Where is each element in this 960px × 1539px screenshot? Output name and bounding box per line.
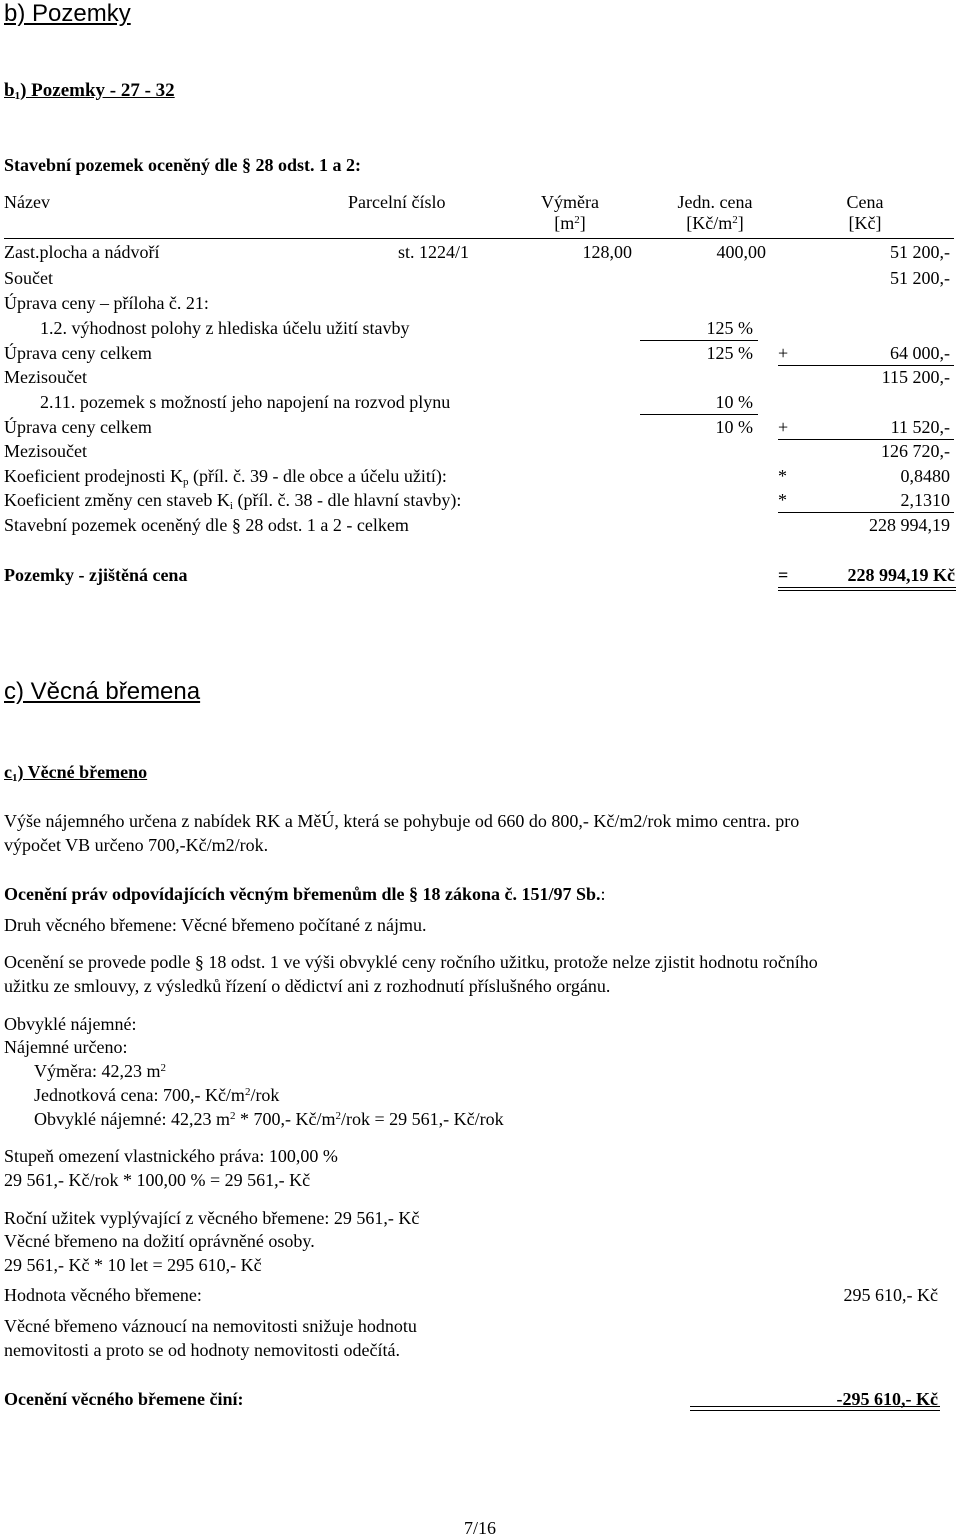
adj2-underline [640,414,758,415]
burden-kind: Druh věcného břemene: Věcné břemeno počítané z nájmu. [4,915,427,935]
sub1-value: 115 200,- [881,367,950,387]
para2-line1: Ocenění se provede podle § 18 odst. 1 ve výši obvyklé ceny ročního užitku, protože nelze zjistit hodnotu ročního [4,952,818,972]
section-c1-heading: $c_1$) Věcné břemeno [4,762,148,784]
yearly-line3: 29 561,- Kč * 10 let = 295 610,- Kč [4,1255,262,1275]
adj2-value: 11 520,- [890,417,950,437]
header-unit-price: Jedn. cena $[Kč/m^2]$ [677,192,753,233]
yearly-line2: Věcné břemeno na dožití oprávněné osoby. [4,1231,315,1251]
para2-line2: užitku ze smlouvy, z výsledků řízení o dědictví ani z rozhodnutí příslušného orgánu. [4,976,611,996]
adj2-pct: 10 % [715,392,753,412]
section-c-title: c) Věcná břemena [4,678,201,705]
rights-heading: Ocenění práv odpovídajících věcným břemenům dle § 18 zákona č. 151/97 Sb.: [4,884,606,904]
row-unit-price: 400,00 [716,242,766,262]
adj1-total-label: Úprava ceny celkem [4,343,152,363]
adj2-total-pct: 10 % [715,417,753,437]
limit-line2: 29 561,- Kč/rok * 100,00 % = 29 561,- Kč [4,1170,311,1190]
sum-value: 51 200,- [890,268,950,288]
adj1-value: 64 000,- [890,343,950,363]
adj2-total-label: Úprava ceny celkem [4,417,152,437]
header-parcel: Parcelní číslo [348,192,446,212]
rent-unit-price: Jednotková cena: 700,- $Kč/m^2$/rok [34,1085,280,1105]
kp-label: Koeficient prodejnosti $K_p$ (příl. č. 39 - dle obce a účelu užití): [4,466,447,488]
kp-value: 0,8480 [900,466,950,486]
limit-line1: Stupeň omezení vlastnického práva: 100,00 % [4,1146,338,1166]
header-area: Výměra $[m^2]$ [541,192,599,233]
ki-value: 2,1310 [900,490,950,510]
rent-title: Obvyklé nájemné: [4,1014,137,1034]
burden-final-underline-1 [690,1406,940,1407]
burden-final-label: Ocenění věcného břemene činí: [4,1389,244,1409]
row-price: 51 200,- [890,242,950,262]
ki-value-underline [778,512,954,513]
ki-label: Koeficient změny cen staveb $K_i$ (příl. č. 38 - dle hlavní stavby): [4,490,462,512]
table-title: Stavební pozemek oceněný dle § 28 odst. 1 a 2: [4,155,361,175]
burden-value-label: Hodnota věcného břemene: [4,1285,202,1305]
sum-label: Součet [4,268,53,288]
total-label: Stavební pozemek oceněný dle § 28 odst. 1 a 2 - celkem [4,515,409,535]
final-underline-1 [778,587,956,588]
row-parcel: st. 1224/1 [398,242,470,262]
adj1-pct: 125 % [706,318,753,338]
adj1-total-pct: 125 % [706,343,753,363]
rent-calc: Obvyklé nájemné: 42,23 $m^2 * 700,-$ $Kč/m^2$/rok = 29 561,- Kč/rok [34,1109,504,1129]
note-line2: nemovitosti a proto se od hodnoty nemovitosti odečítá. [4,1340,400,1360]
burden-value-amount: 295 610,- Kč [843,1285,938,1305]
adj2-value-underline [778,439,954,440]
adj2-label: 2.11. pozemek s možností jeho napojení na rozvod plynu [40,392,451,412]
final-label: Pozemky - zjištěná cena [4,565,188,585]
row-area: 128,00 [582,242,632,262]
para1-line2: výpočet VB určeno 700,-Kč/m2/rok. [4,835,269,855]
row-name: Zast.plocha a nádvoří [4,242,160,262]
adj1-value-underline [778,365,954,366]
adj1-sign: + [778,343,789,363]
final-underline-2 [778,590,956,591]
section-b1-heading: $b_1$) Pozemky - 27 - 32 [4,80,175,102]
header-name: Název [4,192,50,212]
sub2-value: 126 720,- [881,441,950,461]
adj1-label: 1.2. výhodnost polohy z hlediska účelu užití stavby [40,318,410,338]
burden-final-underline-2 [690,1410,940,1411]
adj1-underline [640,340,758,341]
header-price: Cena [Kč] [846,192,884,233]
sub2-label: Mezisoučet [4,441,87,461]
section-b-title: b) Pozemky [4,0,131,27]
rent-sub: Nájemné určeno: [4,1037,128,1057]
yearly-line1: Roční užitek vyplývající z věcného břemene: 29 561,- Kč [4,1208,420,1228]
final-value: 228 994,19 Kč [847,565,955,585]
sub1-label: Mezisoučet [4,367,87,387]
kp-sign: * [778,466,787,486]
page-number: 7/16 [463,1518,496,1538]
para1-line1: Výše nájemného určena z nabídek RK a MěÚ, která se pohybuje od 660 do 800,- Kč/m2/rok mimo centra. pro [4,811,800,831]
adj2-sign: + [778,417,789,437]
adjust-title: Úprava ceny – příloha č. 21: [4,293,209,313]
total-value: 228 994,19 [869,515,950,535]
final-sign: = [778,565,789,585]
note-line1: Věcné břemeno váznoucí na nemovitosti snižuje hodnotu [4,1316,417,1336]
burden-final-value: -295 610,- Kč [836,1389,938,1409]
header-divider [4,238,954,239]
ki-sign: * [778,490,787,510]
rent-area: Výměra: 42,23 $m^2$ [34,1061,166,1081]
